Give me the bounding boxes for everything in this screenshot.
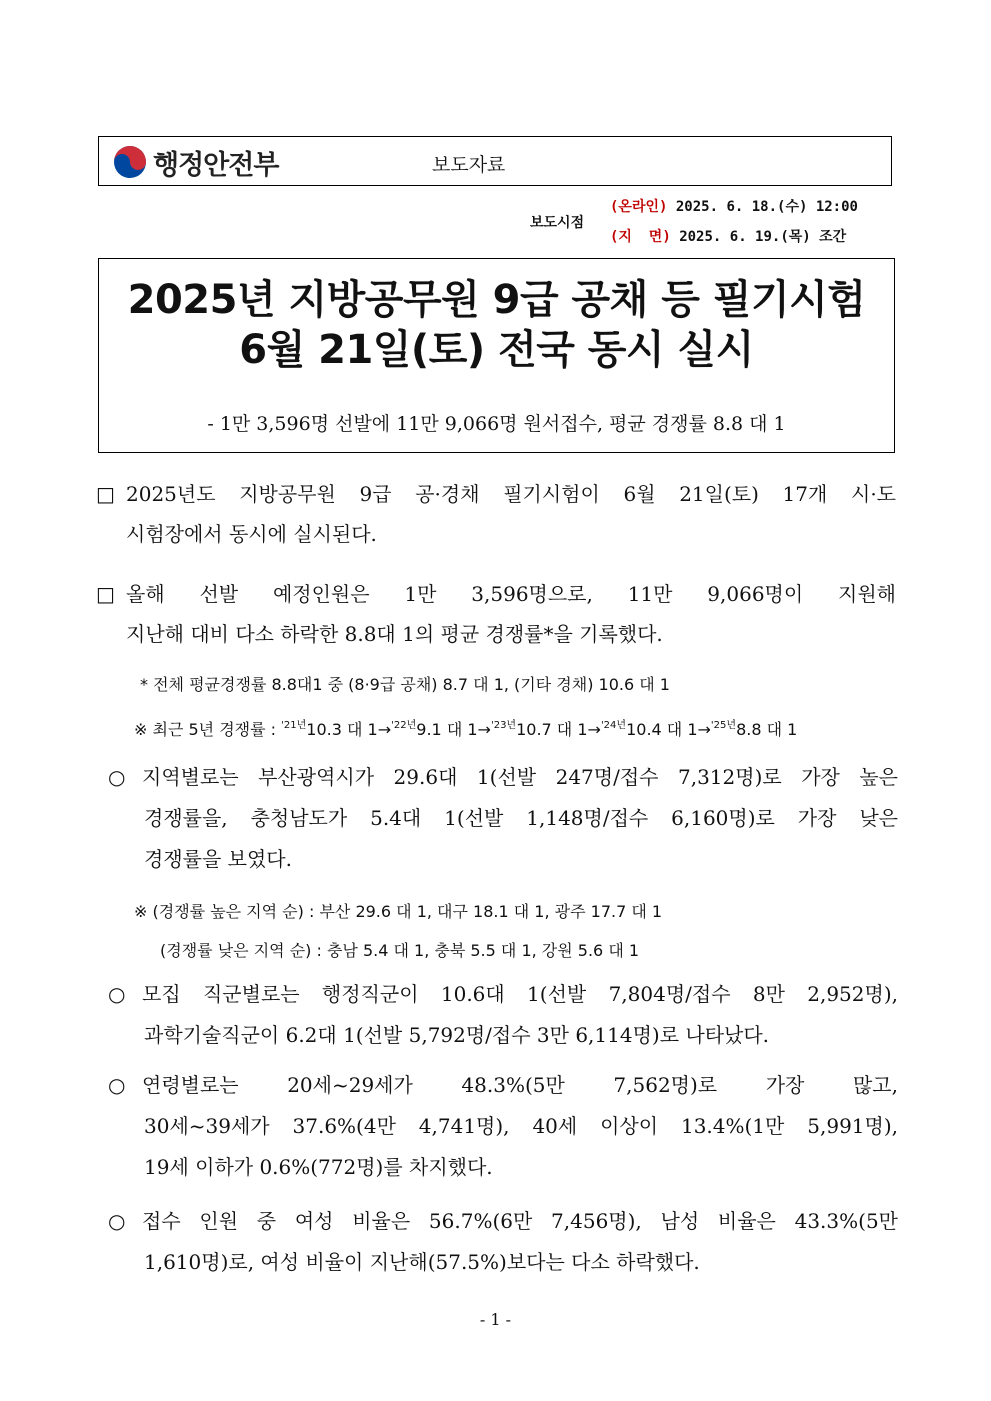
c1-line-3: 경쟁률을 보였다. bbox=[144, 847, 292, 871]
circle-bullet: ○ bbox=[108, 1209, 126, 1233]
c1-line-2: 경쟁률을, 충청남도가 5.4대 1(선발 1,148명/접수 6,160명)로 가장 낮은 bbox=[144, 806, 898, 830]
trend-value-5: 8.8 대 1 bbox=[736, 720, 798, 739]
note-high-regions: ※ (경쟁률 높은 지역 순) : 부산 29.6 대 1, 대구 18.1 대 1, 광주 17.7 대 1 bbox=[134, 902, 663, 921]
print-time: 2025. 6. 19.(목) 조간 bbox=[679, 229, 847, 245]
doc-type-label: 보도자료 bbox=[432, 154, 506, 176]
trend-year-2: '22년 bbox=[391, 720, 417, 731]
note-low-regions: (경쟁률 낮은 지역 순) : 충남 5.4 대 1, 충북 5.5 대 1, 강원 5.6 대 1 bbox=[160, 941, 640, 960]
trend-value-1: 10.3 대 1 bbox=[306, 720, 378, 739]
print-tag: (지 면) bbox=[610, 229, 671, 245]
paragraph-1 bbox=[96, 474, 896, 554]
p1-line-2: 시험장에서 동시에 실시된다. bbox=[126, 522, 377, 546]
c2-line-2: 과학기술직군이 6.2대 1(선발 5,792명/접수 3만 6,114명)로 나타났다. bbox=[144, 1023, 770, 1047]
trend-value-2: 9.1 대 1 bbox=[416, 720, 478, 739]
note-five-year-trend bbox=[134, 716, 797, 740]
p2-line-2: 지난해 대비 다소 하락한 8.8대 1의 평균 경쟁률*을 기록했다. bbox=[126, 622, 663, 646]
c3-line-2: 30세~39세가 37.6%(4만 4,741명), 40세 이상이 13.4%(1만 5,991명), bbox=[144, 1114, 898, 1138]
note-average-rate: * 전체 평균경쟁률 8.8대1 중 (8·9급 공채) 8.7 대 1, (기타 경채) 10.6 대 1 bbox=[140, 675, 670, 694]
square-bullet: □ bbox=[96, 582, 115, 606]
taegeuk-icon bbox=[113, 145, 147, 179]
headline-line-2: 6월 21일(토) 전국 동시 실시 bbox=[239, 327, 754, 373]
paragraph-2 bbox=[96, 574, 896, 654]
trend-year-5: '25년 bbox=[710, 720, 737, 731]
regional-rate-paragraph bbox=[108, 757, 898, 880]
release-label: 보도시점 bbox=[530, 215, 585, 231]
header-box bbox=[98, 136, 892, 186]
arrow-icon: → bbox=[697, 720, 711, 739]
c3-line-1: 연령별로는 20세~29세가 48.3%(5만 7,562명)로 가장 많고, bbox=[142, 1073, 898, 1097]
arrow-icon: → bbox=[587, 720, 601, 739]
trend-prefix: ※ 최근 5년 경쟁률 : bbox=[134, 720, 282, 739]
online-tag: (온라인) bbox=[610, 199, 668, 215]
c4-line-1: 접수 인원 중 여성 비율은 56.7%(6만 7,456명), 남성 비율은 43.3%(5만 bbox=[142, 1209, 898, 1233]
age-paragraph bbox=[108, 1065, 898, 1188]
p2-line-1: 올해 선발 예정인원은 1만 3,596명으로, 11만 9,066명이 지원해 bbox=[126, 582, 896, 606]
arrow-icon: → bbox=[377, 720, 392, 739]
c4-line-2: 1,610명)로, 여성 비율이 지난해(57.5%)보다는 다소 하락했다. bbox=[144, 1250, 700, 1274]
trend-value-3: 10.7 대 1 bbox=[516, 720, 588, 739]
c3-line-3: 19세 이하가 0.6%(772명)를 차지했다. bbox=[144, 1155, 493, 1179]
trend-year-4: '24년 bbox=[600, 720, 627, 731]
headline bbox=[99, 275, 894, 375]
headline-line-1: 2025년 지방공무원 9급 공채 등 필기시험 bbox=[127, 277, 866, 323]
p1-line-1: 2025년도 지방공무원 9급 공·경채 필기시험이 6월 21일(토) 17개 시·도 bbox=[126, 482, 896, 506]
circle-bullet: ○ bbox=[108, 765, 126, 789]
circle-bullet: ○ bbox=[108, 1073, 126, 1097]
job-group-paragraph bbox=[108, 974, 898, 1056]
ministry-logo bbox=[113, 143, 278, 181]
c2-line-1: 모집 직군별로는 행정직군이 10.6대 1(선발 7,804명/접수 8만 2,952명), bbox=[142, 982, 898, 1006]
gender-paragraph bbox=[108, 1201, 898, 1283]
trend-value-4: 10.4 대 1 bbox=[626, 720, 698, 739]
circle-bullet: ○ bbox=[108, 982, 126, 1006]
ministry-name: 행정안전부 bbox=[153, 149, 279, 181]
c1-line-1: 지역별로는 부산광역시가 29.6대 1(선발 247명/접수 7,312명)로 가장 높은 bbox=[142, 765, 898, 789]
subheadline: - 1만 3,596명 선발에 11만 9,066명 원서접수, 평균 경쟁률 8.8 대 1 bbox=[207, 413, 786, 435]
trend-year-1: '21년 bbox=[281, 720, 307, 731]
page-number: - 1 - bbox=[479, 1310, 512, 1329]
release-online-row bbox=[610, 196, 858, 216]
arrow-icon: → bbox=[477, 720, 491, 739]
title-box bbox=[98, 258, 895, 453]
trend-year-3: '23년 bbox=[490, 720, 517, 731]
online-time: 2025. 6. 18.(수) 12:00 bbox=[675, 199, 858, 215]
square-bullet: □ bbox=[96, 482, 115, 506]
release-print-row bbox=[610, 226, 846, 246]
